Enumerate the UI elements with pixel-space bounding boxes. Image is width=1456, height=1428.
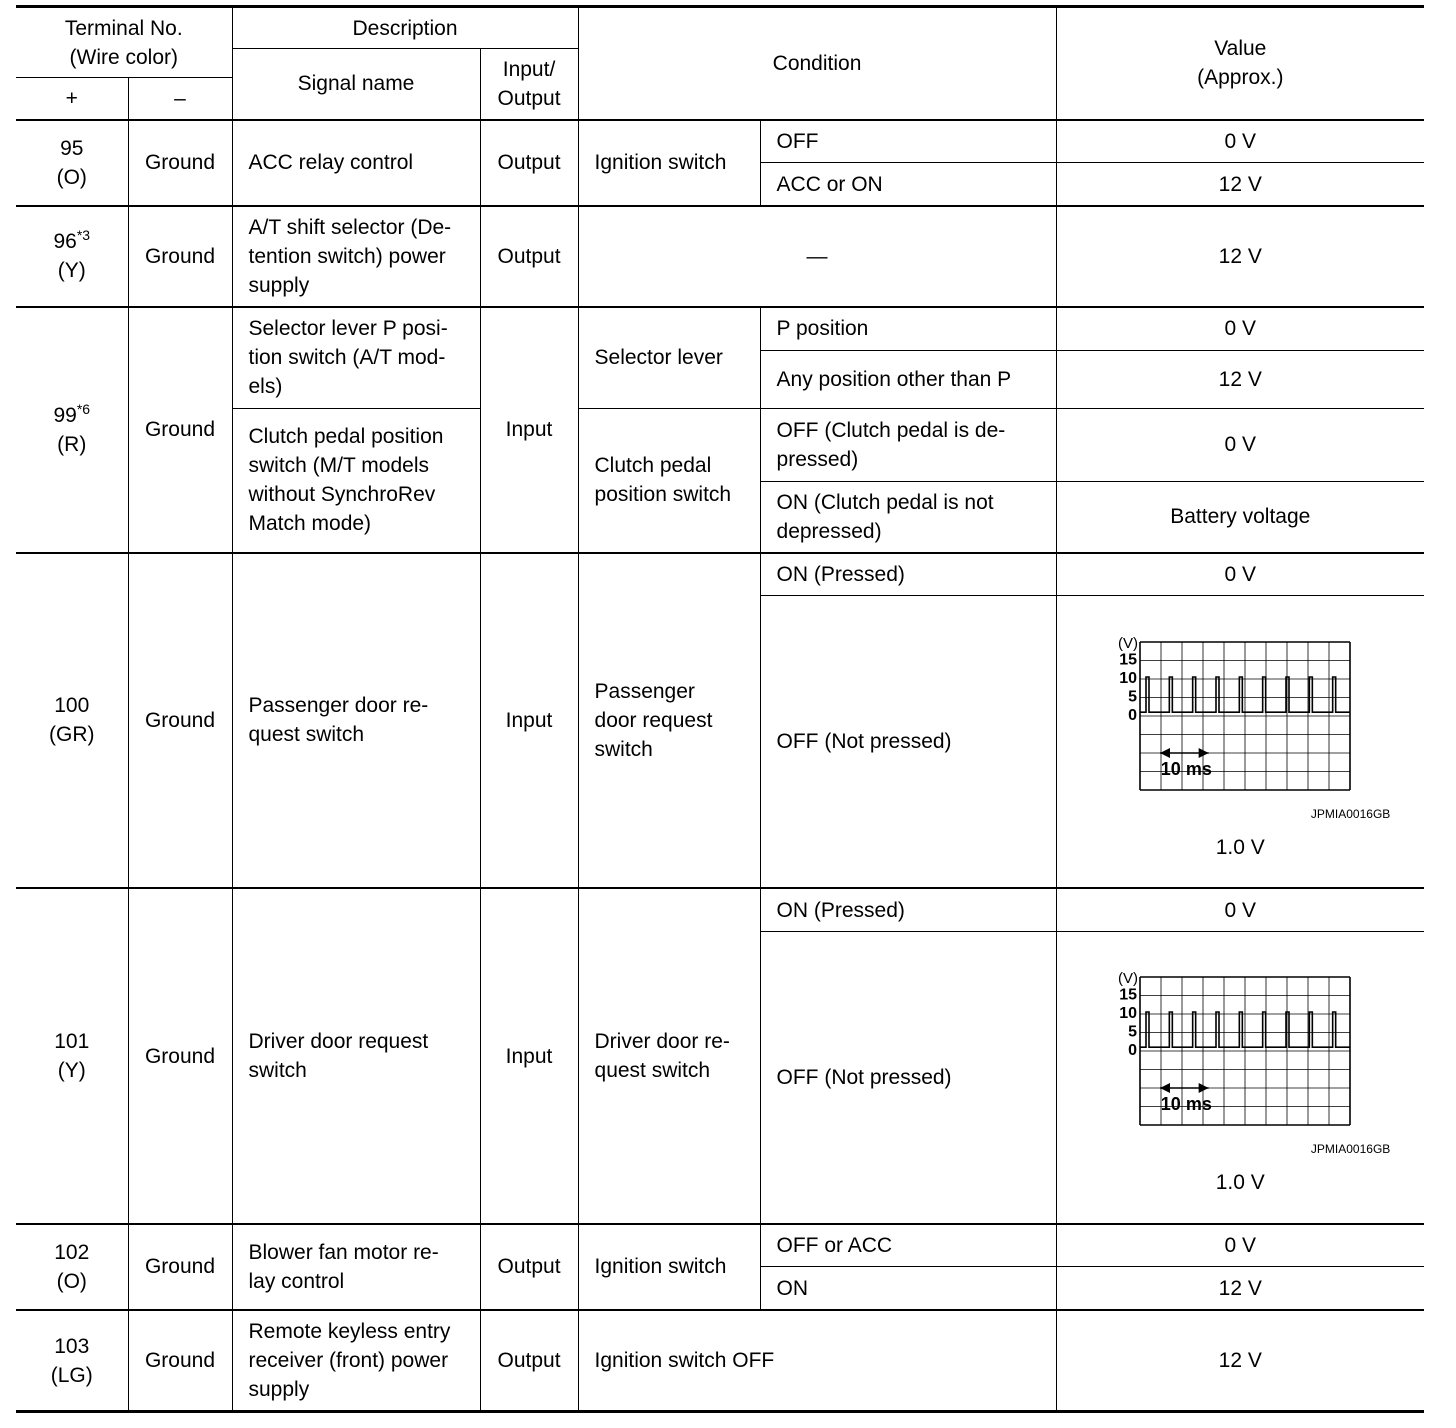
time-marker-arrow xyxy=(1160,1083,1170,1093)
value-cell: 12 V xyxy=(1056,206,1424,307)
terminal-number: 102 xyxy=(54,1240,90,1264)
wire-color: (R) xyxy=(57,432,87,456)
io-cell: Output xyxy=(480,206,578,307)
y-tick-label: 5 xyxy=(1128,688,1138,706)
waveform-value: 1.0 V xyxy=(1215,835,1265,859)
terminal-number: 96$^{*3}$ xyxy=(53,227,91,254)
y-tick-label: 15 xyxy=(1119,986,1138,1004)
condition-main-cell: Selector lever xyxy=(578,307,760,408)
terminal-cell xyxy=(16,1224,128,1310)
terminal-cell xyxy=(16,120,128,206)
io-cell: Output xyxy=(480,1224,578,1310)
ground-cell: Ground xyxy=(128,1224,232,1310)
ground-cell: Ground xyxy=(128,206,232,307)
io-cell: Input xyxy=(480,553,578,889)
terminal-cell xyxy=(16,553,128,889)
header-condition: Condition xyxy=(578,7,1056,120)
signal-name-cell: Passenger door re- quest switch xyxy=(232,553,480,889)
table-row xyxy=(16,1224,1424,1267)
condition-sub-cell: Any position other than P xyxy=(760,350,1056,408)
header-value-label: Value xyxy=(1214,37,1267,61)
signal-name-cell: Clutch pedal position switch (M/T models without SynchroRev Match mode) xyxy=(232,408,480,552)
header-wire-color: (Wire color) xyxy=(69,45,178,69)
terminal-table xyxy=(16,5,1424,1413)
condition-main-cell: Ignition switch xyxy=(578,1224,760,1310)
condition-main-cell: Ignition switch OFF xyxy=(578,1310,1056,1411)
condition-main-cell: Passenger door request switch xyxy=(578,553,760,889)
wire-color: (LG) xyxy=(50,1363,93,1387)
terminal-cell xyxy=(16,888,128,1224)
header-description: Description xyxy=(232,7,578,49)
ground-cell: Ground xyxy=(128,888,232,1224)
wire-color: (GR) xyxy=(49,723,95,747)
time-marker-arrow xyxy=(1160,748,1170,758)
value-cell: 12 V xyxy=(1056,163,1424,206)
table-row xyxy=(16,553,1424,596)
condition-sub-cell: ON (Pressed) xyxy=(760,553,1056,596)
condition-sub-cell: OFF xyxy=(760,120,1056,163)
condition-sub-cell: OFF (Not pressed) xyxy=(760,596,1056,889)
condition-sub-cell: ACC or ON xyxy=(760,163,1056,206)
time-marker-arrow xyxy=(1199,1083,1209,1093)
header-input-output xyxy=(480,49,578,120)
condition-sub-cell: ON (Pressed) xyxy=(760,888,1056,931)
condition-sub-cell: ON (Clutch pedal is not depressed) xyxy=(760,481,1056,552)
y-tick-label: 0 xyxy=(1128,706,1138,724)
condition-sub-cell: P position xyxy=(760,307,1056,350)
header-value xyxy=(1056,7,1424,120)
header-terminal xyxy=(16,7,232,78)
condition-main-cell: Driver door re- quest switch xyxy=(578,888,760,1224)
io-cell: Input xyxy=(480,888,578,1224)
y-tick-label: 0 xyxy=(1128,1042,1138,1060)
unit-label: (V) xyxy=(1118,634,1139,652)
terminal-number: 95 xyxy=(60,136,84,160)
wire-color: (Y) xyxy=(57,1059,86,1083)
terminal-cell xyxy=(16,206,128,307)
header-signal-name: Signal name xyxy=(232,49,480,120)
y-tick-label: 10 xyxy=(1119,1005,1138,1023)
figure-id: JPMIA0016GB xyxy=(1310,806,1391,821)
condition-sub-cell: OFF (Not pressed) xyxy=(760,931,1056,1224)
waveform-value: 1.0 V xyxy=(1215,1171,1265,1195)
y-tick-label: 5 xyxy=(1128,1023,1138,1041)
terminal-number: 100 xyxy=(54,694,90,718)
table-row xyxy=(16,206,1424,307)
value-cell: 0 V xyxy=(1056,553,1424,596)
terminal-cell xyxy=(16,307,128,552)
ground-cell: Ground xyxy=(128,307,232,552)
condition-sub-cell: OFF or ACC xyxy=(760,1224,1056,1267)
header-io-2: Output xyxy=(497,86,561,110)
header-minus: – xyxy=(128,78,232,120)
waveform-chart xyxy=(1090,622,1390,802)
table-row xyxy=(16,888,1424,931)
value-cell: 0 V xyxy=(1056,1224,1424,1267)
value-cell: 0 V xyxy=(1056,888,1424,931)
condition-main-cell: Clutch pedal position switch xyxy=(578,408,760,552)
condition-sub-cell: ON xyxy=(760,1267,1056,1310)
header-terminal-no: Terminal No. xyxy=(64,16,183,40)
io-cell: Output xyxy=(480,120,578,206)
table-row xyxy=(16,307,1424,350)
value-cell: 12 V xyxy=(1056,350,1424,408)
io-cell: Output xyxy=(480,1310,578,1411)
time-label: 10 ms xyxy=(1161,1094,1213,1115)
waveform-chart xyxy=(1090,957,1390,1137)
terminal-number: 101 xyxy=(54,1030,90,1054)
value-cell: 12 V xyxy=(1056,1310,1424,1411)
wire-color: (O) xyxy=(56,1269,87,1293)
signal-name-cell: Blower fan motor re- lay control xyxy=(232,1224,480,1310)
signal-name-cell: ACC relay control xyxy=(232,120,480,206)
header-value-approx: (Approx.) xyxy=(1197,66,1284,90)
wire-color: (O) xyxy=(56,165,87,189)
value-cell: 0 V xyxy=(1056,120,1424,163)
signal-name-cell: Driver door request switch xyxy=(232,888,480,1224)
condition-sub-cell: OFF (Clutch pedal is de- pressed) xyxy=(760,408,1056,481)
y-tick-label: 15 xyxy=(1119,651,1138,669)
terminal-number: 103 xyxy=(54,1334,90,1358)
time-label: 10 ms xyxy=(1161,758,1213,779)
time-marker-arrow xyxy=(1199,748,1209,758)
waveform-figure xyxy=(1090,622,1390,829)
header-row-1 xyxy=(16,7,1424,49)
unit-label: (V) xyxy=(1118,970,1139,988)
ground-cell: Ground xyxy=(128,1310,232,1411)
signal-name-cell: Remote keyless entry receiver (front) power supply xyxy=(232,1310,480,1411)
signal-name-cell: Selector lever P posi- tion switch (A/T mod- els) xyxy=(232,307,480,408)
value-cell: 0 V xyxy=(1056,307,1424,350)
figure-id: JPMIA0016GB xyxy=(1310,1142,1391,1157)
header-io-1: Input/ xyxy=(502,57,556,81)
ground-cell: Ground xyxy=(128,553,232,889)
value-cell xyxy=(1056,931,1424,1224)
value-cell: 12 V xyxy=(1056,1267,1424,1310)
signal-name-cell: A/T shift selector (De- tention switch) power supply xyxy=(232,206,480,307)
table-row xyxy=(16,1310,1424,1411)
ground-cell: Ground xyxy=(128,120,232,206)
y-tick-label: 10 xyxy=(1119,669,1138,687)
condition-main-cell: — xyxy=(578,206,1056,307)
value-cell: Battery voltage xyxy=(1056,481,1424,552)
header-plus: + xyxy=(16,78,128,120)
terminal-cell xyxy=(16,1310,128,1411)
io-cell: Input xyxy=(480,307,578,552)
condition-main-cell: Ignition switch xyxy=(578,120,760,206)
value-cell xyxy=(1056,596,1424,889)
wire-color: (Y) xyxy=(57,259,86,283)
terminal-number: 99$^{*6}$ xyxy=(53,400,91,427)
waveform-figure xyxy=(1090,957,1390,1164)
value-cell: 0 V xyxy=(1056,408,1424,481)
table-row xyxy=(16,120,1424,163)
